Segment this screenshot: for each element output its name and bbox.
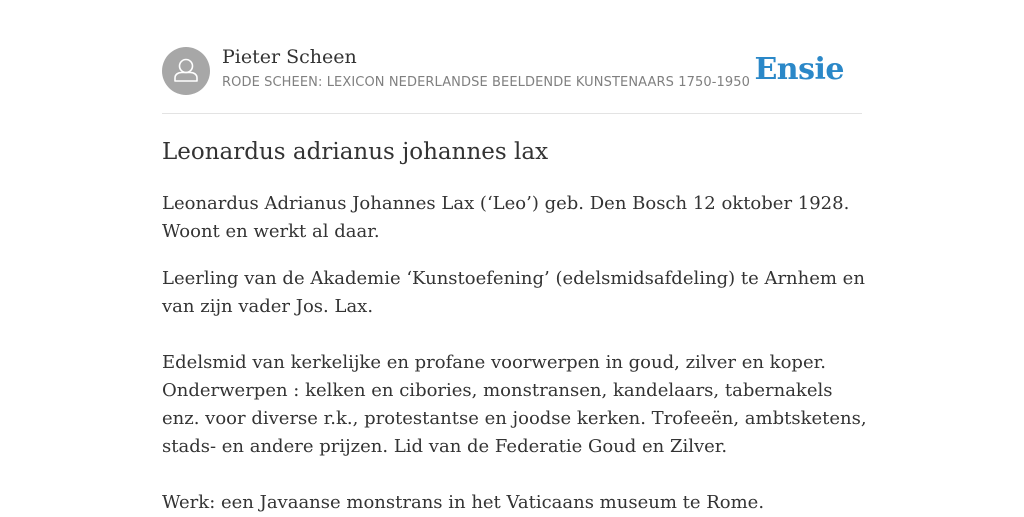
user-icon [162,47,210,95]
page-title: Leonardus adrianus johannes lax [162,139,549,165]
paragraph-education: Leerling van de Akademie ‘Kunstoefening’ (edelsmidsafdeling) te Arnhem en van zijn vader Jos. Lax. [162,268,865,317]
paragraph-works: Werk: een Javaanse monstrans in het Vaticaans museum te Rome. [162,492,765,513]
article-body [162,190,867,517]
article-header [162,0,862,114]
ensie-logo[interactable]: Ensie [754,52,844,87]
content-container [162,0,867,513]
paragraph-intro: Leonardus Adrianus Johannes Lax (‘Leo’) geb. Den Bosch 12 oktober 1928. Woont en werkt al daar. [162,193,850,242]
paragraph-work-description: Edelsmid van kerkelijke en profane voorwerpen in goud, zilver en koper. Onderwerpen : kelken en cibories, monstransen, kandelaars, tabernakels enz. voor diverse r.k., protestantse en joodse kerken. Trofeeën, ambtsketens, stads- en andere prijzen. Lid van de Federatie Goud en Zilver. [162,352,867,457]
source-label[interactable]: RODE SCHEEN: LEXICON NEDERLANDSE BEELDENDE KUNSTENAARS 1750-1950 [222,75,750,90]
author-name[interactable]: Pieter Scheen [222,46,357,68]
author-avatar[interactable] [162,47,210,95]
